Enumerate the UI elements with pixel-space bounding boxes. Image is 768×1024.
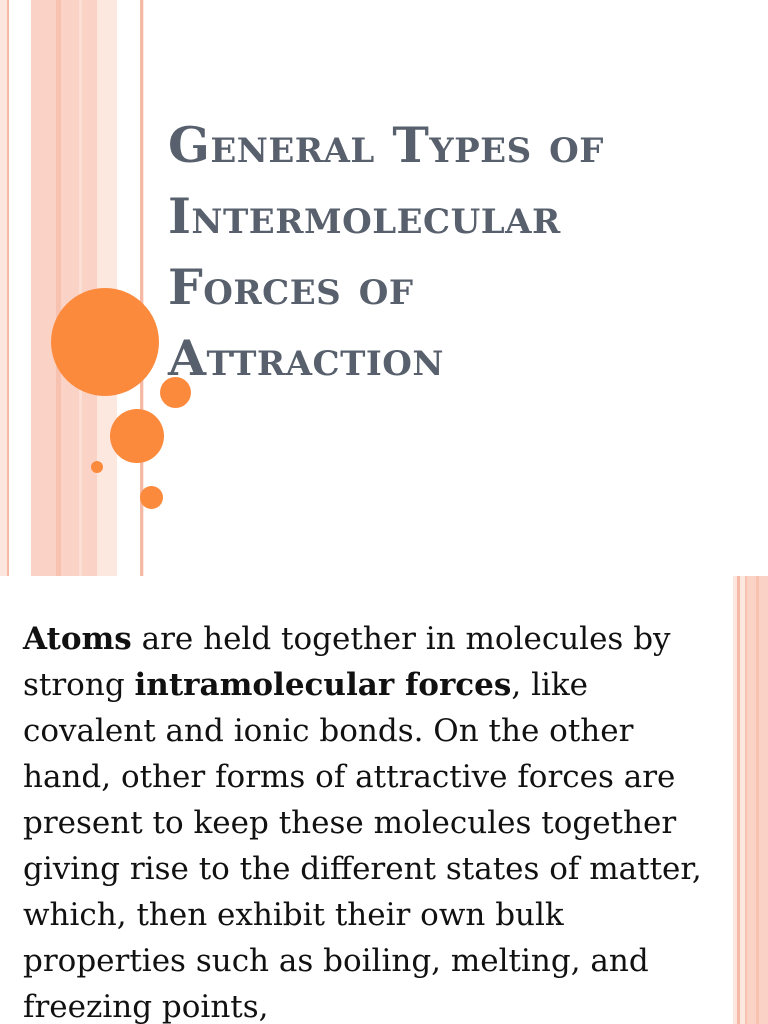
content-slide xyxy=(0,576,768,1024)
decor-stripe xyxy=(9,0,31,576)
title-line: Attraction xyxy=(168,329,445,387)
decor-stripe xyxy=(117,0,140,576)
decor-circle-small xyxy=(140,486,163,509)
title-line: Intermolecular xyxy=(168,187,561,245)
decor-circle-large xyxy=(51,288,159,396)
decor-circle-tiny xyxy=(91,461,103,473)
decor-stripe xyxy=(31,0,97,576)
decor-stripe xyxy=(79,0,82,576)
title-line: General Types of xyxy=(168,116,604,174)
decor-stripe xyxy=(56,0,61,576)
decor-stripe xyxy=(0,0,7,576)
decor-circle-medium xyxy=(110,409,164,463)
paragraph-text: , like covalent and ionic bonds. On the other hand, other forms of attractive forces are present to keep these molecules together giving rise to the different states of matter, which, then exhibit their own bulk properties such as boiling, melting, and freezing points, xyxy=(23,667,702,1024)
paragraph-text: are held together in molecules by strong xyxy=(23,621,671,703)
bold-term-intramolecular: intramolecular forces xyxy=(134,667,512,703)
decor-stripe xyxy=(756,576,759,1024)
body-paragraph xyxy=(23,616,728,1024)
bold-term-atoms: Atoms xyxy=(23,621,132,657)
slide-title xyxy=(168,110,748,394)
title-line: Forces of xyxy=(168,258,414,316)
